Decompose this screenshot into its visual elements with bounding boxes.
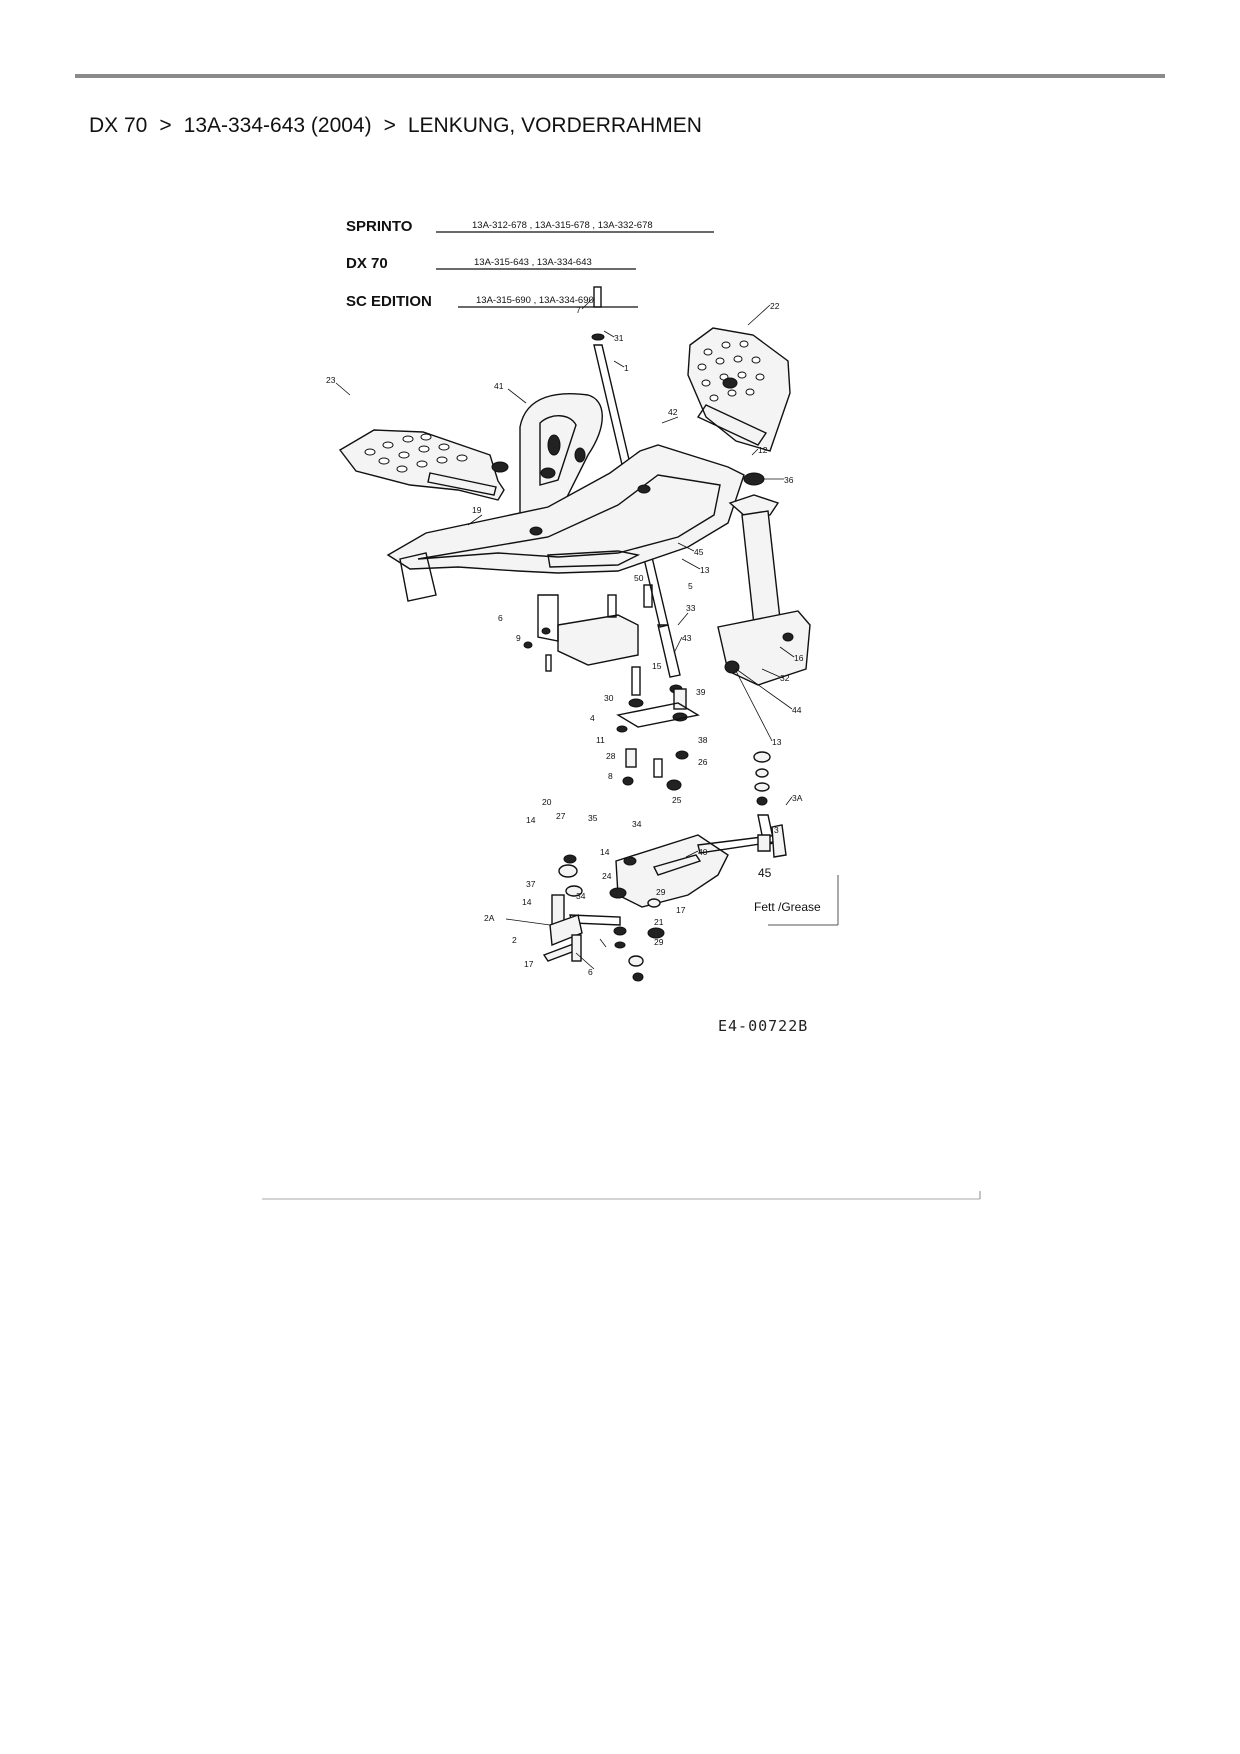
callout-24: 37 — [526, 879, 536, 889]
callout-43: 43 — [682, 633, 692, 643]
callout-11: 11 — [596, 735, 605, 745]
callout-5: 5 — [688, 581, 693, 591]
callout-33: 33 — [686, 603, 696, 613]
breadcrumb-separator: > — [159, 114, 172, 137]
callout-14: 14 — [600, 847, 610, 857]
breadcrumb-variant[interactable]: 13A-334-643 (2004) — [183, 114, 372, 137]
callout-44: 44 — [792, 705, 802, 715]
callout-27: 27 — [556, 811, 566, 821]
callout-9: 9 — [516, 633, 521, 643]
callout-22: 22 — [770, 301, 780, 311]
callout-17: 29 — [654, 937, 664, 947]
callout-13: 13 — [700, 565, 710, 575]
model-name: DX 70 — [346, 255, 388, 272]
diagram-reference-code: E4-00722B — [718, 1017, 809, 1035]
callout-29: 29 — [656, 887, 666, 897]
breadcrumb-model[interactable]: DX 70 — [89, 114, 148, 137]
callout-26: 26 — [698, 757, 708, 767]
callout-6: 6 — [498, 613, 503, 623]
grease-legend-text: Fett /Grease — [754, 900, 821, 914]
callout-1: 1 — [624, 363, 629, 373]
callout-45: 45 — [694, 547, 704, 557]
frame-brackets — [524, 585, 652, 671]
model-name: SC EDITION — [346, 293, 432, 310]
callout-40: 40 — [698, 847, 708, 857]
footplate-left — [340, 430, 508, 500]
model-codes: 13A-315-690 , 13A-334-690 — [476, 295, 594, 306]
callout-12: 12 — [758, 445, 768, 455]
callout-8: 8 — [608, 771, 613, 781]
callout-3a: 3A — [792, 793, 803, 803]
callout-50: 50 — [634, 573, 644, 583]
model-name: SPRINTO — [346, 218, 413, 235]
callout-34: 6 — [588, 967, 593, 977]
callout-41: 41 — [494, 381, 504, 391]
callout-15: 15 — [652, 661, 662, 671]
grease-legend-number: 45 — [758, 866, 772, 880]
callout-36: 36 — [784, 475, 794, 485]
callout-38: 38 — [698, 735, 708, 745]
callout-17: 17 — [676, 905, 686, 915]
callout-13: 13 — [772, 737, 782, 747]
breadcrumb-section: LENKUNG, VORDERRAHMEN — [407, 114, 702, 137]
callout-35: 35 — [588, 813, 598, 823]
callout-32: 32 — [780, 673, 790, 683]
callout-2: 2 — [512, 935, 517, 945]
callout-6: 17 — [524, 959, 534, 969]
callout-28: 28 — [606, 751, 616, 761]
callout-14: 14 — [526, 815, 536, 825]
callout-34: 34 — [632, 819, 642, 829]
callout-24: 24 — [602, 871, 612, 881]
callout-31: 31 — [614, 333, 624, 343]
callout-19: 19 — [472, 505, 482, 515]
model-codes: 13A-315-643 , 13A-334-643 — [474, 257, 592, 268]
callout-2a: 2A — [484, 913, 495, 923]
callout-3: 3 — [774, 825, 779, 835]
callout-39: 39 — [696, 687, 706, 697]
callout-23: 23 — [326, 375, 336, 385]
model-codes: 13A-312-678 , 13A-315-678 , 13A-332-678 — [472, 220, 653, 231]
callout-25: 25 — [672, 795, 682, 805]
callout-7: 7 — [576, 305, 581, 315]
breadcrumb — [89, 114, 702, 138]
callout-16: 16 — [794, 653, 804, 663]
callout-4: 4 — [590, 713, 595, 723]
model-table — [346, 218, 714, 310]
callout-42: 42 — [668, 407, 678, 417]
top-divider — [75, 74, 1165, 78]
callout-14: 14 — [522, 897, 532, 907]
grease-legend — [754, 866, 838, 925]
callout-29: 21 — [654, 917, 664, 927]
breadcrumb-separator: > — [383, 114, 396, 137]
parts-diagram — [258, 155, 982, 1203]
callout-20: 20 — [542, 797, 552, 807]
callout-30: 30 — [604, 693, 614, 703]
parts-diagram-svg — [258, 155, 982, 1203]
callout-37: 34 — [576, 891, 586, 901]
footplate-right — [688, 328, 790, 451]
